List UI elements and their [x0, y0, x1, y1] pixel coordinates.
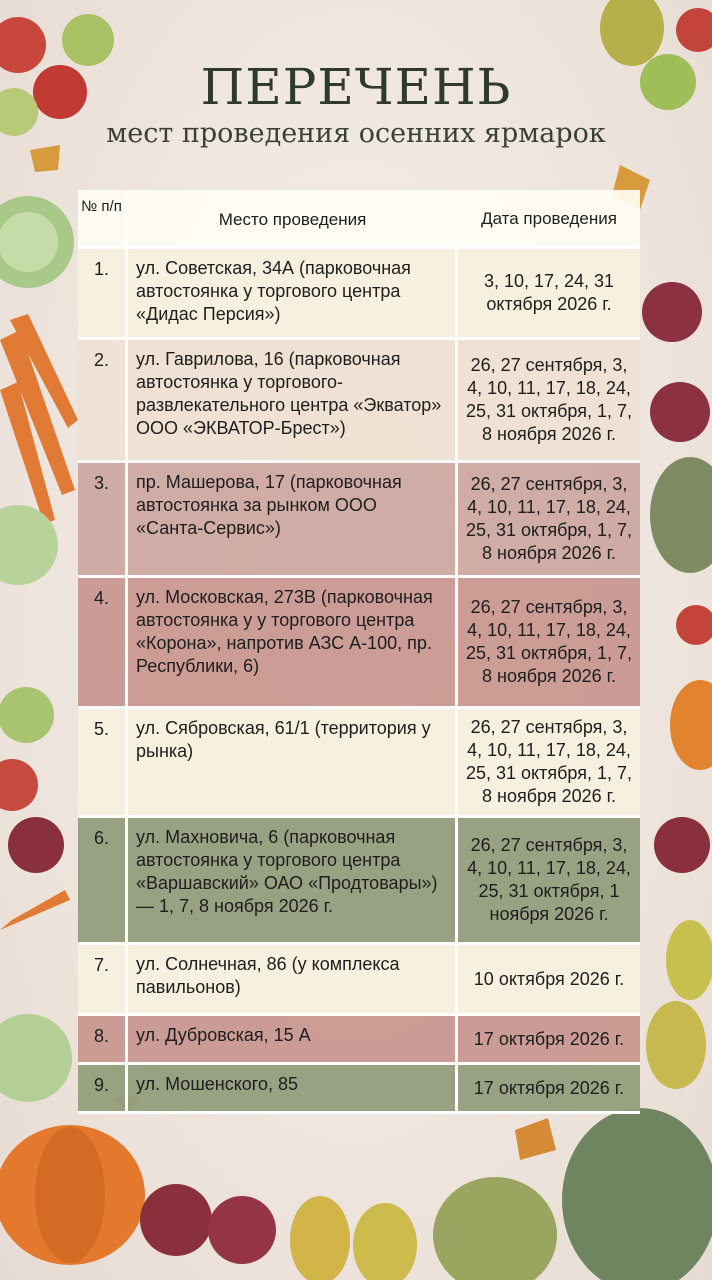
- row-place: ул. Гаврилова, 16 (парковочная автостоянка у торгового-развлекательного центра «Экватор» ООО «ЭКВАТОР-Брест»): [128, 340, 458, 460]
- row-place: ул. Московская, 273В (парковочная автостоянка у у торгового центра «Корона», напротив АЗС А-100, пр. Республики, 6): [128, 578, 458, 706]
- leaf-icon: [30, 145, 60, 172]
- row-number: 7.: [78, 945, 128, 1013]
- row-place: ул. Солнечная, 86 (у комплекса павильонов): [128, 945, 458, 1013]
- beet-icon: [208, 1196, 276, 1264]
- beet-icon: [140, 1184, 212, 1256]
- beet-icon: [654, 817, 710, 873]
- pumpkin-icon: [650, 457, 712, 573]
- row-number: 9.: [78, 1065, 128, 1111]
- pumpkin-icon: [562, 1108, 712, 1280]
- table-header: [78, 190, 640, 249]
- table-row: [78, 1016, 640, 1065]
- beet-icon: [642, 282, 702, 342]
- carrots-icon: [0, 314, 78, 524]
- row-date: 26, 27 сентября, 3, 4, 10, 11, 17, 18, 24, 25, 31 октября, 1 ноября 2026 г.: [467, 835, 631, 924]
- pumpkin-icon: [35, 1127, 105, 1263]
- row-number: 5.: [78, 709, 128, 815]
- row-date: 10 октября 2026 г.: [473, 968, 625, 989]
- pear-icon: [353, 1203, 417, 1280]
- pear-icon: [290, 1196, 350, 1280]
- pumpkin-icon: [433, 1177, 557, 1280]
- row-date: 26, 27 сентября, 3, 4, 10, 11, 17, 18, 24, 25, 31 октября, 1, 7, 8 ноября 2026 г.: [465, 355, 633, 444]
- row-number: 1.: [78, 249, 128, 337]
- pumpkin-icon: [670, 680, 712, 770]
- table-row: [78, 1065, 640, 1114]
- header-place: Место проведения: [128, 190, 458, 246]
- row-date: 3, 10, 17, 24, 31 октября 2026 г.: [483, 271, 615, 314]
- row-place: ул. Мошенского, 85: [128, 1065, 458, 1111]
- pear-icon: [646, 1001, 706, 1089]
- pear-icon: [666, 920, 712, 1000]
- apple-icon: [676, 605, 712, 645]
- pear-icon: [600, 0, 664, 66]
- row-place: ул. Сябровская, 61/1 (территория у рынка): [128, 709, 458, 815]
- row-number: 3.: [78, 463, 128, 575]
- cabbage-icon: [0, 1014, 72, 1102]
- apple-icon: [676, 8, 712, 52]
- row-date: 17 октября 2026 г.: [473, 1028, 625, 1049]
- row-date: 26, 27 сентября, 3, 4, 10, 11, 17, 18, 24, 25, 31 октября, 1, 7, 8 ноября 2026 г.: [465, 474, 633, 563]
- table-row: [78, 340, 640, 463]
- apple-icon: [0, 687, 54, 743]
- row-number: 4.: [78, 578, 128, 706]
- table-row: [78, 249, 640, 340]
- row-place: ул. Махновича, 6 (парковочная автостоянка у торгового центра «Варшавский» ОАО «Продтовары») — 1, 7, 8 ноября 2026 г.: [128, 818, 458, 942]
- table-row: [78, 578, 640, 709]
- table-row: [78, 709, 640, 818]
- row-number: 2.: [78, 340, 128, 460]
- beet-icon: [8, 817, 64, 873]
- leaf-icon: [515, 1118, 556, 1160]
- header-date: Дата проведения: [481, 208, 617, 228]
- row-date: 26, 27 сентября, 3, 4, 10, 11, 17, 18, 24, 25, 31 октября, 1, 7, 8 ноября 2026 г.: [465, 597, 633, 686]
- carrots-icon: [0, 890, 70, 930]
- row-number: 8.: [78, 1016, 128, 1062]
- row-date: 26, 27 сентября, 3, 4, 10, 11, 17, 18, 24, 25, 31 октября, 1, 7, 8 ноября 2026 г.: [465, 717, 633, 806]
- row-place: пр. Машерова, 17 (парковочная автостоянка за рынком ООО «Санта-Сервис»): [128, 463, 458, 575]
- fairs-table: [78, 190, 640, 1114]
- table-row: [78, 818, 640, 945]
- page-subtitle: мест проведения осенних ярмарок: [106, 118, 606, 149]
- row-date: 17 октября 2026 г.: [473, 1077, 625, 1098]
- page-title: ПЕРЕЧЕНЬ: [200, 58, 512, 116]
- table-row: [78, 945, 640, 1016]
- beet-icon: [650, 382, 710, 442]
- row-place: ул. Дубровская, 15 А: [128, 1016, 458, 1062]
- apple-icon: [0, 759, 38, 811]
- header-number: № п/п: [78, 190, 128, 246]
- row-place: ул. Советская, 34А (парковочная автостоянка у торгового центра «Дидас Персия»): [128, 249, 458, 337]
- row-number: 6.: [78, 818, 128, 942]
- table-row: [78, 463, 640, 578]
